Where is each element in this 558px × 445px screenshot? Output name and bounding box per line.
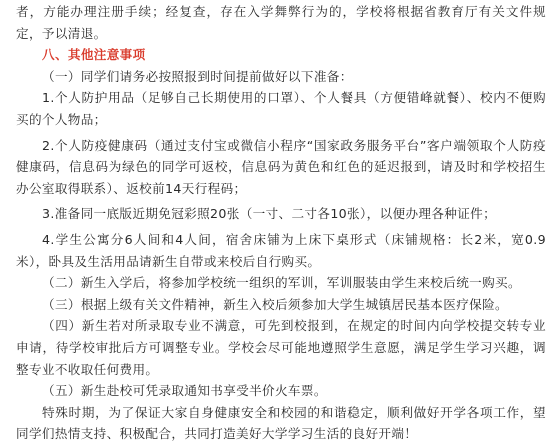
paragraph-registration-review: 者，方能办理注册手续；经复查，存在入学舞弊行为的，学校将根据省教育厅有关文件规定，予以清退。 xyxy=(16,4,546,41)
paragraph-item-1-preparation: （一）同学们请务必按照报到时间提前做好以下准备： xyxy=(42,68,353,84)
paragraph-item-4-major-change: （四）新生若对所录取专业不满意，可先到校报到，在规定的时间内向学校提交转专业申请，待学校审批后方可调整专业。学校会尽可能地遵照学生意愿，满足学生学习兴趣，调整专业不收取任何费用。 xyxy=(16,318,546,377)
paragraph-prep-protective-items: 1.个人防护用品（足够自己长期使用的口罩）、个人餐具（方便错峰就餐）、校内不便购买的个人物品； xyxy=(16,90,546,127)
paragraph-prep-dormitory: 4.学生公寓分6人间和4人间，宿舍床铺为上床下桌形式（床铺规格：长2米，宽0.9米），卧具及生活用品请新生自带或来校后自行购买。 xyxy=(16,231,546,269)
section-heading-other-notes: 八、其他注意事项 xyxy=(42,47,146,63)
paragraph-prep-photos: 3.准备同一底版近期免冠彩照20张（一寸、二寸各10张），以便办理各种证件； xyxy=(42,206,497,222)
notice-document xyxy=(0,1,558,442)
paragraph-closing: 特殊时期，为了保证大家自身健康安全和校园的和谐稳定，顺利做好开学各项工作，望同学们热情支持、积极配合，共同打造美好大学学习生活的良好开端！ xyxy=(16,404,546,442)
paragraph-item-3-insurance: （三）根据上级有关文件精神，新生入校后须参加大学生城镇居民基本医疗保险。 xyxy=(42,296,508,312)
paragraph-item-5-train-ticket: （五）新生赴校可凭录取通知书享受半价火车票。 xyxy=(42,383,327,399)
paragraph-item-2-military-training: （二）新生入学后，将参加学校统一组织的军训，军训服装由学生来校后统一购买。 xyxy=(42,275,521,291)
paragraph-prep-health-code: 2.个人防疫健康码（通过支付宝或微信小程序“国家政务服务平台”客户端领取个人防疫健康码，信息码为绿色的同学可返校，信息码为黄色和红色的延迟报到，请及时和学校招生办公室取得联系）、返校前14天行程码； xyxy=(16,137,546,196)
